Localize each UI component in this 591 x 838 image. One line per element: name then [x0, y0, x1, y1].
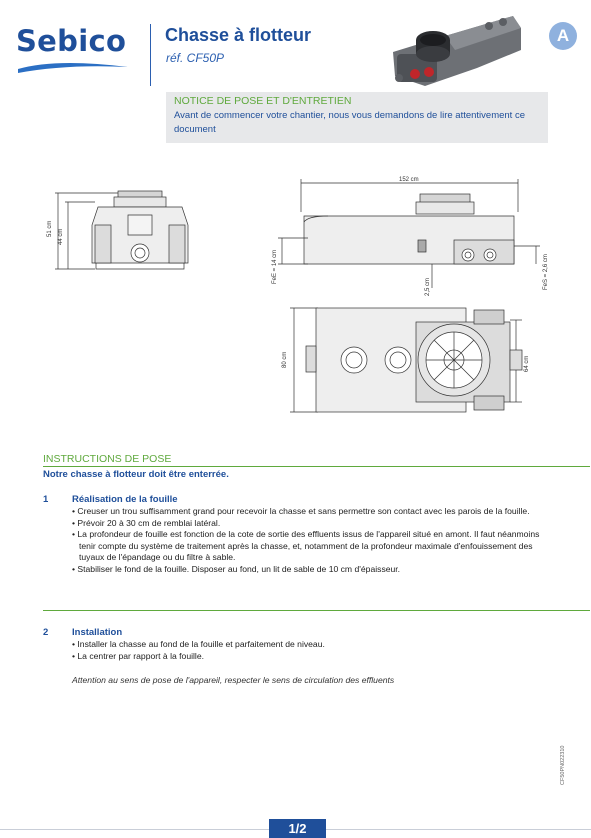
brand-name: Sebico [16, 24, 127, 58]
dim-front-total: 51 cm [47, 220, 53, 237]
dim-fes-height: FeS = 2,6 cm [543, 254, 549, 290]
step-divider [43, 610, 590, 611]
notice-box [166, 92, 548, 143]
dim-side-length: 152 cm [399, 177, 419, 183]
header-divider [150, 24, 151, 86]
list-item: • Stabiliser le fond de la fouille. Disposer au fond, un lit de sable de 10 cm d'épaisseur. [72, 564, 548, 576]
step-2-title: Installation [72, 627, 123, 638]
product-photo [385, 10, 525, 96]
dim-front-body: 44 cm [58, 228, 64, 245]
top-view-drawing [270, 300, 540, 420]
instructions-divider [43, 466, 590, 467]
side-view-drawing [268, 172, 553, 297]
dim-fee-height: FeE = 14 cm [272, 249, 278, 284]
list-item: • La centrer par rapport à la fouille. [72, 651, 548, 663]
instructions-title: INSTRUCTIONS DE POSE [43, 453, 172, 465]
page-number: 1/2 [269, 819, 326, 838]
step-2-bullets [72, 639, 548, 662]
dim-top-width: 80 cm [282, 351, 288, 368]
list-item: • Prévoir 20 à 30 cm de remblai latéral. [72, 518, 548, 530]
step-1-number: 1 [43, 494, 49, 505]
sebico-logo [16, 24, 136, 82]
logo-swoosh-icon [16, 60, 131, 76]
notice-body: Avant de commencer votre chantier, nous vous demandons de lire attentivement ce document [174, 110, 525, 135]
instructions-subtitle: Notre chasse à flotteur doit être enterrée. [43, 469, 229, 480]
notice-title: NOTICE DE POSE ET D'ENTRETIEN [174, 95, 352, 107]
page-title: Chasse à flotteur [165, 25, 312, 45]
installation-note: Attention au sens de pose de l'appareil, respecter le sens de circulation des effluents [72, 675, 395, 685]
step-1-bullets [72, 506, 548, 576]
front-view-drawing [40, 185, 210, 285]
product-reference: réf. CF50P [166, 51, 225, 65]
list-item: • La profondeur de fouille est fonction de la cote de sortie des effluents issus de l'appareil situé en amont. Il faut néanmoins tenir compte du système de traitement après la chasse, et, notamment de la profondeur maximale d'enfouissement des tuyaux de l'épandage ou du filtre à sable. [72, 529, 548, 564]
list-item: • Installer la chasse au fond de la fouille et parfaitement de niveau. [72, 639, 548, 651]
step-1-title: Réalisation de la fouille [72, 494, 178, 505]
step-2-number: 2 [43, 627, 49, 638]
section-badge: A [549, 22, 577, 50]
list-item: • Creuser un trou suffisamment grand pour recevoir la chasse et sans permettre son contact avec les parois de la fouille. [72, 506, 548, 518]
document-code: CF50PN022310 [560, 745, 566, 785]
dim-top-outlet: 64 cm [524, 355, 530, 372]
dim-drop: 2,5 cm [425, 277, 431, 296]
